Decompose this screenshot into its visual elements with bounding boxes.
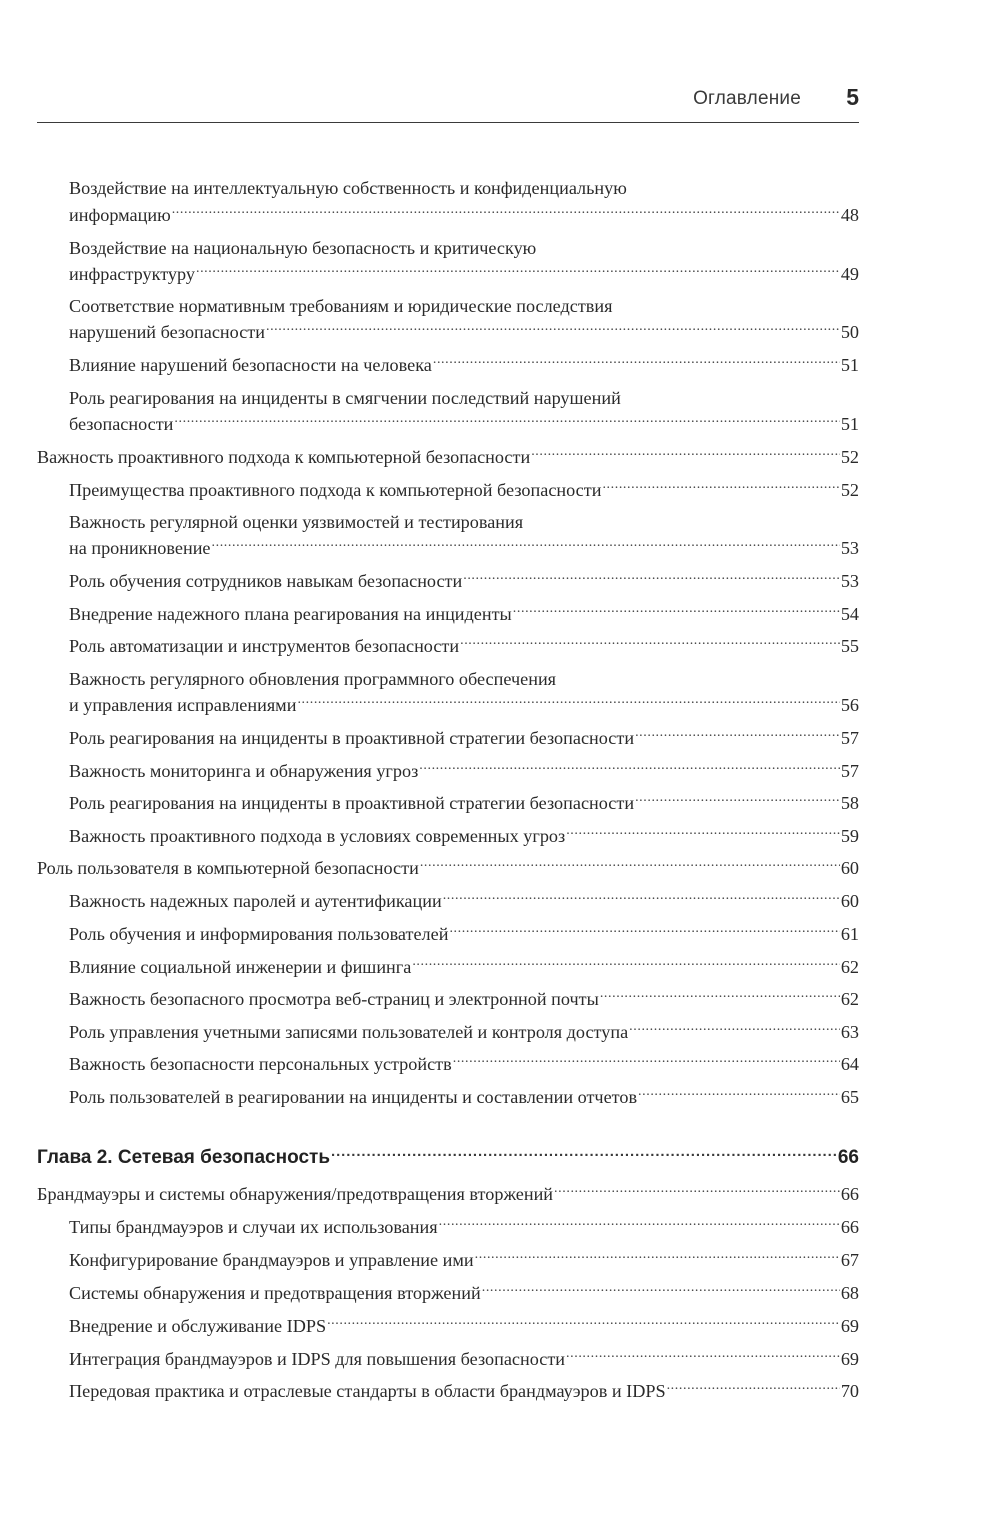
toc-entry-title: и управления исправлениями bbox=[69, 695, 297, 715]
toc-entry-page: 66 bbox=[840, 1184, 859, 1204]
toc-entry-title: Важность безопасного просмотра веб-страниц и электронной почты bbox=[69, 989, 599, 1009]
toc-entry-page: 53 bbox=[840, 538, 859, 558]
leader-dots bbox=[531, 449, 840, 463]
toc-entry bbox=[69, 634, 859, 658]
leader-dots bbox=[266, 324, 840, 338]
toc-section-title: Роль пользователя в компьютерной безопасности bbox=[37, 858, 419, 878]
leader-dots bbox=[412, 959, 840, 973]
toc-entry-page: 50 bbox=[840, 322, 859, 342]
toc-entry-line1: Важность регулярного обновления программного обеспечения bbox=[69, 669, 557, 689]
toc-entry-title: Внедрение и обслуживание IDPS bbox=[69, 1316, 327, 1336]
toc-entry bbox=[69, 412, 859, 436]
toc-entry-page: 53 bbox=[840, 571, 859, 591]
toc-entry bbox=[69, 536, 859, 560]
leader-dots bbox=[513, 606, 840, 620]
toc-entry-line1: Воздействие на интеллектуальную собственность и конфиденциальную bbox=[69, 178, 627, 198]
toc-entry bbox=[69, 1379, 859, 1403]
toc-entry bbox=[69, 955, 859, 979]
toc-entry-page: 57 bbox=[840, 761, 859, 781]
toc-entry-title: Важность мониторинга и обнаружения угроз bbox=[69, 761, 419, 781]
toc-entry bbox=[69, 693, 859, 717]
toc-entry-line1: Соответствие нормативным требованиям и юридические последствия bbox=[69, 296, 613, 316]
toc-entry-title: Роль управления учетными записями пользователей и контроля доступа bbox=[69, 1022, 629, 1042]
toc-entry-page: 52 bbox=[840, 447, 859, 467]
toc-entry-page: 51 bbox=[840, 355, 859, 375]
leader-dots bbox=[453, 1056, 840, 1070]
toc-entry-title: Конфигурирование брандмауэров и управление ими bbox=[69, 1250, 474, 1270]
table-of-contents bbox=[37, 0, 859, 1538]
toc-entry-title: Важность проактивного подхода в условиях современных угроз bbox=[69, 826, 566, 846]
leader-dots bbox=[420, 860, 840, 874]
toc-entry bbox=[69, 824, 859, 848]
leader-dots bbox=[602, 482, 839, 496]
toc-entry-title: информацию bbox=[69, 205, 171, 225]
leader-dots bbox=[297, 697, 839, 711]
toc-entry bbox=[69, 320, 859, 344]
toc-section bbox=[37, 445, 859, 469]
toc-entry-title: Влияние нарушений безопасности на человека bbox=[69, 355, 432, 375]
leader-dots bbox=[566, 1351, 840, 1365]
toc-chapter-page: 66 bbox=[837, 1147, 859, 1168]
leader-dots bbox=[439, 1219, 840, 1233]
toc-entry-page: 61 bbox=[840, 924, 859, 944]
toc-entry-title: Роль автоматизации и инструментов безопасности bbox=[69, 636, 460, 656]
toc-entry-title: Передовая практика и отраслевые стандарты в области брандмауэров и IDPS bbox=[69, 1381, 666, 1401]
toc-entry-title: Важность безопасности персональных устройств bbox=[69, 1054, 452, 1074]
toc-entry bbox=[69, 922, 859, 946]
toc-entry-title: Важность надежных паролей и аутентификации bbox=[69, 891, 442, 911]
leader-dots bbox=[443, 893, 840, 907]
toc-entry-title: Роль пользователей в реагировании на инциденты и составлении отчетов bbox=[69, 1087, 638, 1107]
toc-entry-page: 63 bbox=[840, 1022, 859, 1042]
leader-dots bbox=[331, 1149, 837, 1163]
toc-entry bbox=[69, 726, 859, 750]
toc-entry bbox=[69, 1020, 859, 1044]
toc-section-title: Брандмауэры и системы обнаружения/предотвращения вторжений bbox=[37, 1184, 554, 1204]
leader-dots bbox=[629, 1024, 840, 1038]
toc-entry-page: 59 bbox=[840, 826, 859, 846]
toc-entry bbox=[69, 602, 859, 626]
leader-dots bbox=[172, 207, 840, 221]
leader-dots bbox=[554, 1186, 840, 1200]
toc-entry bbox=[69, 987, 859, 1011]
toc-chapter-title: Глава 2. Сетевая безопасность bbox=[37, 1147, 331, 1168]
toc-entry-title: Роль реагирования на инциденты в проактивной стратегии безопасности bbox=[69, 793, 635, 813]
leader-dots bbox=[635, 795, 840, 809]
toc-entry-page: 67 bbox=[840, 1250, 859, 1270]
toc-entry bbox=[69, 1281, 859, 1305]
toc-entry-title: Влияние социальной инженерии и фишинга bbox=[69, 957, 412, 977]
toc-entry-title: Внедрение надежного плана реагирования на инциденты bbox=[69, 604, 512, 624]
toc-section bbox=[37, 1182, 859, 1206]
leader-dots bbox=[419, 763, 840, 777]
toc-entry bbox=[69, 1052, 859, 1076]
toc-entry-title: Системы обнаружения и предотвращения вторжений bbox=[69, 1283, 481, 1303]
leader-dots bbox=[475, 1252, 840, 1266]
toc-entry-page: 64 bbox=[840, 1054, 859, 1074]
toc-chapter bbox=[37, 1146, 859, 1170]
toc-entry bbox=[69, 1215, 859, 1239]
leader-dots bbox=[327, 1318, 840, 1332]
leader-dots bbox=[600, 991, 840, 1005]
toc-entry bbox=[69, 1248, 859, 1272]
toc-entry bbox=[69, 1347, 859, 1371]
toc-entry bbox=[69, 1314, 859, 1338]
leader-dots bbox=[433, 357, 840, 371]
toc-entry bbox=[69, 791, 859, 815]
toc-entry-page: 65 bbox=[840, 1087, 859, 1107]
toc-entry-title: Интеграция брандмауэров и IDPS для повышения безопасности bbox=[69, 1349, 566, 1369]
leader-dots bbox=[667, 1383, 840, 1397]
toc-entry bbox=[69, 1085, 859, 1109]
toc-entry-page: 55 bbox=[840, 636, 859, 656]
toc-entry-page: 62 bbox=[840, 989, 859, 1009]
leader-dots bbox=[635, 730, 840, 744]
leader-dots bbox=[449, 926, 839, 940]
toc-entry bbox=[69, 478, 859, 502]
leader-dots bbox=[482, 1285, 840, 1299]
toc-entry-title: Роль обучения и информирования пользователей bbox=[69, 924, 449, 944]
toc-entry bbox=[69, 569, 859, 593]
toc-entry-page: 58 bbox=[840, 793, 859, 813]
toc-entry-page: 60 bbox=[840, 891, 859, 911]
toc-entry-line1: Важность регулярной оценки уязвимостей и тестирования bbox=[69, 512, 524, 532]
toc-entry-page: 51 bbox=[840, 414, 859, 434]
toc-entry bbox=[69, 203, 859, 227]
toc-entry bbox=[69, 353, 859, 377]
toc-entry-title: Типы брандмауэров и случаи их использования bbox=[69, 1217, 438, 1237]
header-page-number: 5 bbox=[846, 84, 859, 110]
header-title: Оглавление bbox=[693, 88, 801, 109]
toc-entry-page: 68 bbox=[840, 1283, 859, 1303]
leader-dots bbox=[460, 638, 840, 652]
toc-entry-title: на проникновение bbox=[69, 538, 211, 558]
toc-entry bbox=[69, 889, 859, 913]
toc-section bbox=[37, 856, 859, 880]
leader-dots bbox=[212, 540, 840, 554]
leader-dots bbox=[174, 416, 839, 430]
toc-entry-page: 52 bbox=[840, 480, 859, 500]
toc-entry bbox=[69, 759, 859, 783]
toc-entry-page: 54 bbox=[840, 604, 859, 624]
toc-entry-title: Роль реагирования на инциденты в проактивной стратегии безопасности bbox=[69, 728, 635, 748]
toc-entry-page: 69 bbox=[840, 1316, 859, 1336]
toc-entry-page: 56 bbox=[840, 695, 859, 715]
toc-entry-title: нарушений безопасности bbox=[69, 322, 265, 342]
toc-entry-page: 48 bbox=[840, 205, 859, 225]
toc-entry-title: Преимущества проактивного подхода к компьютерной безопасности bbox=[69, 480, 602, 500]
leader-dots bbox=[463, 573, 840, 587]
toc-entry-page: 66 bbox=[840, 1217, 859, 1237]
toc-section-title: Важность проактивного подхода к компьютерной безопасности bbox=[37, 447, 531, 467]
toc-entry-page: 60 bbox=[840, 858, 859, 878]
leader-dots bbox=[566, 828, 840, 842]
toc-entry-title: безопасности bbox=[69, 414, 174, 434]
toc-entry-line1: Воздействие на национальную безопасность и критическую bbox=[69, 238, 537, 258]
toc-entry-page: 69 bbox=[840, 1349, 859, 1369]
toc-entry-title: инфраструктуру bbox=[69, 264, 195, 284]
toc-entry-page: 70 bbox=[840, 1381, 859, 1401]
toc-entry-line1: Роль реагирования на инциденты в смягчении последствий нарушений bbox=[69, 388, 621, 408]
toc-entry-page: 57 bbox=[840, 728, 859, 748]
toc-entry-title: Роль обучения сотрудников навыкам безопасности bbox=[69, 571, 463, 591]
leader-dots bbox=[638, 1089, 840, 1103]
toc-entry-page: 49 bbox=[840, 264, 859, 284]
leader-dots bbox=[196, 266, 840, 280]
toc-entry-page: 62 bbox=[840, 957, 859, 977]
toc-entry bbox=[69, 262, 859, 286]
